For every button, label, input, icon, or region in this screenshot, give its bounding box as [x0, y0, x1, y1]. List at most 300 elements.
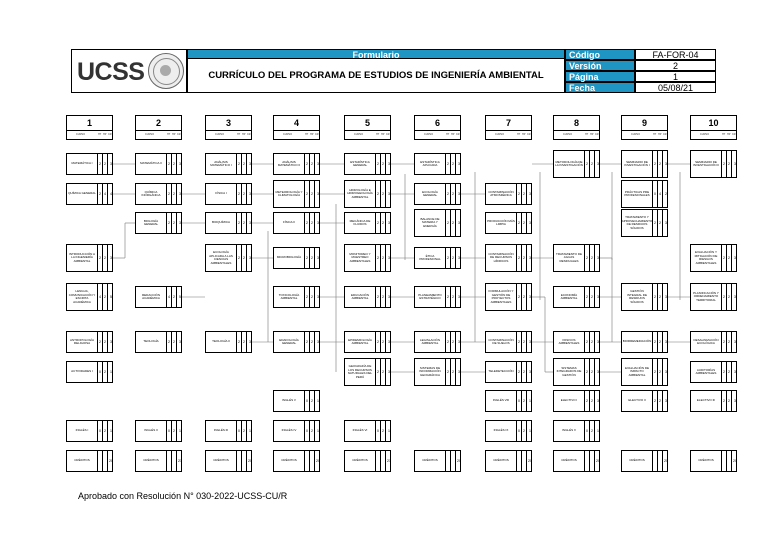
- course-box: [344, 420, 391, 442]
- meta-key: Código: [565, 49, 635, 60]
- approval-footer: Aprobado con Resolución N° 030-2022-UCSS-CU/R: [78, 491, 288, 501]
- course-hp: 2: [522, 421, 527, 441]
- logo: [71, 49, 187, 93]
- course-credits: 3: [388, 256, 390, 260]
- course-credits: 21: [178, 459, 182, 463]
- course-ht: 2: [446, 332, 451, 352]
- course-credits: 3: [458, 340, 460, 344]
- course-name: PLANIFICACIÓN Y ORDENAMIENTO TERRITORIAL: [691, 284, 722, 310]
- course-credits: 20: [733, 459, 737, 463]
- semester-subheader-label: CR: [315, 133, 319, 136]
- course-name: PASIVOS AMBIENTALES: [554, 332, 585, 352]
- course-hp: 2: [522, 362, 527, 382]
- course-name: CRÉDITOS: [206, 451, 237, 471]
- course-name: GESTIÓN INTEGRAL DE RESIDUOS SÓLIDOS: [622, 284, 653, 310]
- course-ht: 2: [98, 154, 103, 174]
- course-box: [553, 286, 600, 308]
- course-hp: 2: [172, 213, 177, 233]
- semester-subheader-label: CURSO: [215, 133, 225, 136]
- course-box: [414, 183, 461, 205]
- course-box: [621, 180, 668, 208]
- course-credits: 3: [529, 221, 531, 225]
- course-hp: 2: [103, 421, 108, 441]
- course-name: INGLÉS I: [67, 421, 98, 441]
- course-box: [205, 183, 252, 205]
- course-ht: 0: [98, 421, 103, 441]
- course-hp: 2: [522, 391, 527, 411]
- course-name: CRÉDITOS: [274, 451, 305, 471]
- course-name: CRÉDITOS: [622, 451, 653, 471]
- course-name: CRÉDITOS: [486, 451, 517, 471]
- course-credits: 3: [734, 162, 736, 166]
- course-box: [66, 331, 113, 353]
- course-ht: 2: [517, 184, 522, 204]
- semester-subheader-label: CURSO: [354, 133, 364, 136]
- course-hp: 2: [451, 248, 456, 268]
- course-name: ECOLOGÍA GENERAL: [415, 184, 446, 204]
- course-credits: 5: [179, 295, 181, 299]
- course-hp: 2: [658, 210, 663, 236]
- course-hp: 4: [103, 184, 108, 204]
- course-hp: 2: [658, 391, 663, 411]
- course-box: [66, 153, 113, 175]
- course-ht: 2: [305, 213, 310, 233]
- course-credits: 3: [734, 256, 736, 260]
- course-credits: 20: [457, 459, 461, 463]
- semester-subheader-label: HP: [590, 133, 594, 136]
- semester-number: 5: [345, 116, 390, 131]
- course-ht: 2: [376, 287, 381, 307]
- course-hp: 2: [103, 332, 108, 352]
- semester-subheader: [554, 130, 599, 140]
- course-ht: 2: [305, 154, 310, 174]
- course-hp: 2: [242, 184, 247, 204]
- course-box: [273, 180, 320, 208]
- course-hp: 2: [310, 154, 315, 174]
- form-label: Formulario: [187, 49, 565, 59]
- course-credits: 3: [317, 295, 319, 299]
- course-name: INGLÉS X: [554, 421, 585, 441]
- course-box: [205, 244, 252, 272]
- course-ht: 0: [517, 421, 522, 441]
- course-name: MATEMÁTICA II: [136, 154, 167, 174]
- course-name: FÍSICA II: [274, 213, 305, 233]
- course-hp: 2: [522, 184, 527, 204]
- semester-subheader-label: HT: [722, 133, 726, 136]
- credits-total: [205, 450, 252, 472]
- course-name: EDAFOLOGÍA GENERAL: [274, 332, 305, 352]
- course-name: SEMINARIO DE INVESTIGACIÓN II: [691, 151, 722, 177]
- course-box: [414, 286, 461, 308]
- course-name: BIOQUÍMICA: [206, 213, 237, 233]
- course-hp: 2: [522, 245, 527, 271]
- course-hp: 2: [451, 154, 456, 174]
- course-hp: 2: [451, 359, 456, 385]
- semester-number: 6: [415, 116, 460, 131]
- semester-subheader-label: CURSO: [563, 133, 573, 136]
- course-name: ESTADÍSTICA GENERAL: [345, 154, 376, 174]
- course-ht: 4: [167, 287, 172, 307]
- course-credits: 20: [316, 459, 320, 463]
- course-ht: 2: [237, 332, 242, 352]
- course-credits: 3: [317, 162, 319, 166]
- course-name: PRÁCTICAS PRE PROFESIONALES: [622, 181, 653, 207]
- course-box: [553, 358, 600, 386]
- course-credits: 3: [529, 295, 531, 299]
- course-box: [66, 244, 113, 272]
- course-credits: 20: [109, 459, 113, 463]
- semester-subheader-label: CR: [595, 133, 599, 136]
- course-ht: 2: [237, 213, 242, 233]
- course-credits: 3: [249, 340, 251, 344]
- course-name: TRATAMIENTO Y APROVECHAMIENTO DE RESIDUOS SÓLIDOS: [622, 210, 653, 236]
- course-box: [690, 150, 737, 178]
- semester-subheader-label: HT: [376, 133, 380, 136]
- course-hp: 2: [451, 287, 456, 307]
- course-credits: 3: [458, 295, 460, 299]
- course-credits: 3: [388, 295, 390, 299]
- semester-subheader-label: HT: [653, 133, 657, 136]
- meta-key: Página: [565, 71, 635, 82]
- course-ht: 2: [237, 245, 242, 271]
- course-ht: 2: [585, 391, 590, 411]
- semester-subheader-label: HP: [103, 133, 107, 136]
- course-credits: 3: [317, 192, 319, 196]
- semester-subheader: [486, 130, 531, 140]
- semester-number: 2: [136, 116, 181, 131]
- course-box: [273, 286, 320, 308]
- course-name: INGLÉS II: [136, 421, 167, 441]
- course-ht: 2: [376, 154, 381, 174]
- course-box: [344, 212, 391, 234]
- course-box: [485, 183, 532, 205]
- course-credits: 3: [529, 370, 531, 374]
- semester-header: [273, 115, 320, 140]
- course-box: [690, 331, 737, 353]
- semester-subheader-label: CURSO: [495, 133, 505, 136]
- semester-subheader-label: HP: [381, 133, 385, 136]
- course-name: EVALUACIÓN DE IMPACTO AMBIENTAL: [622, 359, 653, 385]
- course-ht: 2: [653, 210, 658, 236]
- course-box: [344, 331, 391, 353]
- semester-number: 7: [486, 116, 531, 131]
- course-credits: 1: [529, 399, 531, 403]
- semester-subheader: [136, 130, 181, 140]
- course-ht: 2: [446, 287, 451, 307]
- course-credits: 3: [665, 221, 667, 225]
- course-box: [66, 183, 113, 205]
- meta-row-code: [565, 49, 716, 60]
- course-box: [553, 331, 600, 353]
- course-name: TRATAMIENTO DE AGUAS RESIDUALES: [554, 245, 585, 271]
- course-box: [135, 331, 182, 353]
- course-hp: 2: [381, 213, 386, 233]
- semester-subheader: [691, 130, 736, 140]
- course-ht: 2: [722, 332, 727, 352]
- semester-number: 1: [67, 116, 112, 131]
- meta-key: Versión: [565, 60, 635, 71]
- course-name: INGLÉS IV: [274, 421, 305, 441]
- course-ht: 2: [517, 284, 522, 310]
- course-hp: 2: [727, 151, 732, 177]
- course-name: MECÁNICA DE FLUIDOS: [345, 213, 376, 233]
- semester-header: [414, 115, 461, 140]
- course-ht: 2: [653, 151, 658, 177]
- course-name: QUÍMICA INORGÁNICA: [136, 184, 167, 204]
- meta-value: 1: [635, 71, 716, 82]
- course-credits: 3: [597, 295, 599, 299]
- course-hp: 2: [172, 332, 177, 352]
- meta-value: 2: [635, 60, 716, 71]
- semester-subheader-label: HP: [451, 133, 455, 136]
- meta-value: 05/08/21: [635, 82, 716, 93]
- semester-subheader-label: HT: [305, 133, 309, 136]
- course-credits: 3: [665, 162, 667, 166]
- course-ht: 2: [305, 248, 310, 268]
- course-credits: 3: [665, 370, 667, 374]
- course-box: [690, 244, 737, 272]
- course-credits: 3: [665, 340, 667, 344]
- course-hp: 2: [242, 245, 247, 271]
- course-hp: 2: [172, 421, 177, 441]
- course-box: [485, 283, 532, 311]
- course-credits: 3: [529, 340, 531, 344]
- course-name: TELEDETECCIÓN: [486, 362, 517, 382]
- credits-total: [553, 450, 600, 472]
- course-credits: 3: [249, 162, 251, 166]
- course-name: INTRODUCCIÓN A LA INGENIERÍA AMBIENTAL: [67, 245, 98, 271]
- course-hp: 2: [381, 332, 386, 352]
- course-ht: 2: [446, 359, 451, 385]
- course-name: SISTEMAS DE INFORMACIÓN GEOGRÁFICA: [415, 359, 446, 385]
- course-ht: 2: [517, 332, 522, 352]
- course-name: DESALINIZACIÓN ECOLÓGICA: [691, 332, 722, 352]
- university-seal-icon: [148, 53, 184, 89]
- credits-total: [485, 450, 532, 472]
- course-credits: 1: [249, 429, 251, 433]
- logo-text: UCSS: [77, 58, 145, 86]
- semester-subheader-label: CR: [663, 133, 667, 136]
- course-hp: 2: [727, 245, 732, 271]
- course-name: ACTIVIDADES I: [67, 362, 98, 382]
- semester-number: 10: [691, 116, 736, 131]
- course-box: [273, 420, 320, 442]
- course-box: [344, 180, 391, 208]
- course-hp: 2: [381, 181, 386, 207]
- course-box: [135, 212, 182, 234]
- credits-total: [135, 450, 182, 472]
- course-box: [135, 420, 182, 442]
- course-credits: 1: [317, 399, 319, 403]
- course-name: ECONOMÍA AMBIENTAL: [554, 287, 585, 307]
- course-hp: 2: [242, 332, 247, 352]
- course-credits: 5: [110, 295, 112, 299]
- course-credits: 3: [110, 340, 112, 344]
- course-hp: 2: [727, 362, 732, 382]
- credits-total: [414, 450, 461, 472]
- semester-subheader: [67, 130, 112, 140]
- course-box: [485, 390, 532, 412]
- course-credits: 3: [458, 370, 460, 374]
- course-ht: 2: [376, 332, 381, 352]
- course-credits: 20: [528, 459, 532, 463]
- course-hp: 2: [310, 213, 315, 233]
- semester-subheader-label: HT: [585, 133, 589, 136]
- credits-total: [273, 450, 320, 472]
- course-credits: 3: [388, 162, 390, 166]
- semester-subheader-label: HT: [98, 133, 102, 136]
- course-hp: 2: [242, 213, 247, 233]
- course-name: ÉTICA PROFESIONAL: [415, 248, 446, 268]
- course-credits: 1: [110, 429, 112, 433]
- course-ht: 0: [98, 362, 103, 382]
- semester-number: 4: [274, 116, 319, 131]
- course-box: [205, 420, 252, 442]
- semester-subheader-label: CR: [108, 133, 112, 136]
- credits-total: [621, 450, 668, 472]
- course-credits: 20: [248, 459, 252, 463]
- course-ht: 2: [585, 332, 590, 352]
- course-hp: 2: [172, 154, 177, 174]
- semester-header: [205, 115, 252, 140]
- course-ht: 2: [585, 245, 590, 271]
- credits-total: [66, 450, 113, 472]
- semester-subheader-label: HP: [172, 133, 176, 136]
- course-box: [553, 420, 600, 442]
- course-name: TOXICOLOGÍA AMBIENTAL: [274, 287, 305, 307]
- course-credits: 3: [388, 221, 390, 225]
- course-ht: 2: [517, 362, 522, 382]
- course-hp: 2: [381, 154, 386, 174]
- semester-subheader-label: CR: [527, 133, 531, 136]
- course-credits: 1: [597, 429, 599, 433]
- course-ht: 2: [517, 245, 522, 271]
- course-box: [485, 244, 532, 272]
- course-hp: 2: [658, 332, 663, 352]
- course-ht: 2: [722, 284, 727, 310]
- course-credits: 3: [388, 192, 390, 196]
- course-box: [344, 286, 391, 308]
- semester-subheader-label: HP: [242, 133, 246, 136]
- course-name: MONITOREO Y MUESTREO AMBIENTALES: [345, 245, 376, 271]
- course-credits: 2: [665, 192, 667, 196]
- course-hp: 2: [590, 391, 595, 411]
- course-hp: 2: [242, 421, 247, 441]
- course-name: AUDITORÍAS AMBIENTALES: [691, 362, 722, 382]
- course-credits: 3: [734, 295, 736, 299]
- course-hp: 2: [381, 359, 386, 385]
- semester-subheader-label: HT: [517, 133, 521, 136]
- course-hp: 2: [172, 184, 177, 204]
- course-name: TEOLOGÍA II: [206, 332, 237, 352]
- course-name: CONTAMINACIÓN ATMOSFÉRICA: [486, 184, 517, 204]
- course-name: ECOLOGÍA APLICADA A LAS CIENCIAS AMBIENTALES: [206, 245, 237, 271]
- course-ht: 4: [98, 284, 103, 310]
- course-credits: 1: [529, 429, 531, 433]
- semester-subheader: [345, 130, 390, 140]
- course-ht: 2: [376, 359, 381, 385]
- course-credits: 3: [179, 221, 181, 225]
- course-name: GEOGRAFÍA DE LOS RECURSOS NATURALES DEL PERÚ: [345, 359, 376, 385]
- semester-subheader: [274, 130, 319, 140]
- course-box: [485, 361, 532, 383]
- course-name: CRÉDITOS: [345, 451, 376, 471]
- course-ht: 0: [376, 421, 381, 441]
- course-name: PRODUCCIÓN MÁS LIMPIA: [486, 213, 517, 233]
- course-box: [135, 183, 182, 205]
- course-box: [485, 331, 532, 353]
- course-box: [273, 153, 320, 175]
- course-hp: 2: [658, 359, 663, 385]
- course-hp: 2: [310, 332, 315, 352]
- course-box: [414, 358, 461, 386]
- course-ht: 2: [167, 213, 172, 233]
- course-name: BIOLOGÍA GENERAL: [136, 213, 167, 233]
- course-ht: 2: [98, 184, 103, 204]
- course-name: ESTADÍSTICA APLICADA: [415, 154, 446, 174]
- course-credits: 3: [249, 221, 251, 225]
- meta-row-page: [565, 71, 716, 82]
- course-credits: 3: [179, 340, 181, 344]
- course-hp: 2: [451, 210, 456, 236]
- course-name: SISTEMAS INTEGRADOS DE GESTIÓN: [554, 359, 585, 385]
- course-credits: 21: [387, 459, 391, 463]
- course-ht: 2: [585, 287, 590, 307]
- semester-subheader-label: CURSO: [145, 133, 155, 136]
- course-credits: 1: [110, 370, 112, 374]
- course-box: [621, 331, 668, 353]
- course-name: QUÍMICA GENERAL: [67, 184, 98, 204]
- course-hp: 2: [590, 245, 595, 271]
- course-name: CRÉDITOS: [67, 451, 98, 471]
- course-box: [66, 283, 113, 311]
- course-ht: 0: [653, 181, 658, 207]
- course-ht: 2: [305, 181, 310, 207]
- course-ht: 2: [446, 248, 451, 268]
- course-credits: 3: [665, 399, 667, 403]
- course-credits: 3: [529, 192, 531, 196]
- semester-subheader-label: HP: [727, 133, 731, 136]
- course-ht: 0: [167, 421, 172, 441]
- course-hp: 2: [103, 284, 108, 310]
- semester-number: 8: [554, 116, 599, 131]
- course-name: CRÉDITOS: [691, 451, 722, 471]
- course-ht: 0: [305, 421, 310, 441]
- course-credits: 3: [179, 192, 181, 196]
- course-box: [621, 209, 668, 237]
- course-hp: 2: [381, 287, 386, 307]
- course-box: [553, 244, 600, 272]
- course-box: [621, 390, 668, 412]
- course-box: [273, 331, 320, 353]
- course-ht: 2: [167, 154, 172, 174]
- course-ht: 2: [722, 151, 727, 177]
- course-name: ELECTIVO II: [622, 391, 653, 411]
- semester-header: [621, 115, 668, 140]
- course-ht: 2: [167, 184, 172, 204]
- course-hp: 2: [658, 284, 663, 310]
- course-hp: 2: [310, 248, 315, 268]
- course-credits: 3: [665, 295, 667, 299]
- semester-subheader-label: CR: [177, 133, 181, 136]
- course-hp: 2: [727, 332, 732, 352]
- course-ht: 2: [446, 184, 451, 204]
- meta-row-version: [565, 60, 716, 71]
- semester-subheader-label: CURSO: [700, 133, 710, 136]
- course-hp: 4: [658, 181, 663, 207]
- course-name: CONTAMINACIÓN DE RECURSOS HÍDRICOS: [486, 245, 517, 271]
- course-ht: 2: [722, 391, 727, 411]
